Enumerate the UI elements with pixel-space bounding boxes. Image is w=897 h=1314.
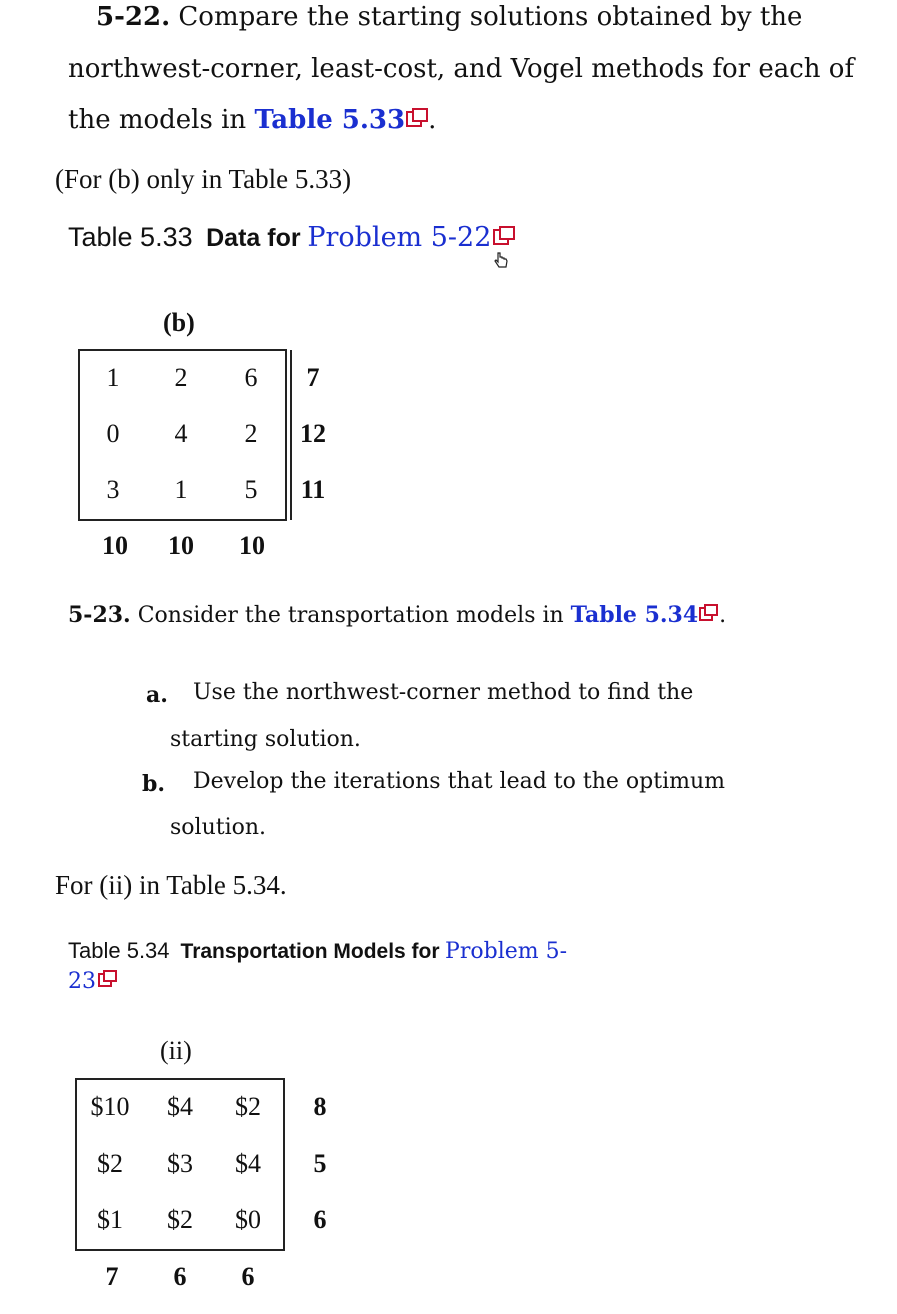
cost-cell: 2 — [174, 363, 188, 392]
cost-cell: $1 — [97, 1205, 123, 1234]
table-5-33-link[interactable]: Table 5.33 — [254, 105, 406, 135]
cost-cell: $2 — [167, 1205, 193, 1234]
hand-pointer-icon — [491, 250, 513, 272]
cost-cell: 6 — [244, 363, 258, 392]
supply-value: 8 — [313, 1092, 327, 1121]
supply-value: 12 — [300, 419, 326, 448]
list-marker-a: a. — [146, 682, 168, 708]
table-5-33-label: (b) — [163, 308, 195, 337]
cost-cell: $10 — [90, 1092, 130, 1121]
problem-5-23-line: 5-23. Consider the transportation models in Table 5.34 . — [68, 602, 727, 628]
list-item-b-line1: Develop the iterations that lead to the optimum — [193, 769, 725, 794]
external-link-icon[interactable] — [493, 226, 515, 246]
table-5-34-caption: Table 5.34 Transportation Models for Problem 5- — [68, 938, 568, 964]
supply-value: 5 — [313, 1149, 327, 1178]
demand-value: 10 — [102, 531, 128, 560]
demand-value: 6 — [241, 1262, 255, 1291]
problem-5-22-line1 — [96, 2, 802, 32]
table-5-33-caption: Table 5.33 Data for Problem 5-22 — [68, 222, 515, 253]
table-5-34-link[interactable]: Table 5.34 — [570, 602, 699, 628]
list-item-a-line1: Use the northwest-corner method to find the — [193, 680, 694, 705]
cost-cell: 0 — [106, 419, 120, 448]
demand-value: 6 — [173, 1262, 187, 1291]
cost-cell: 1 — [174, 475, 188, 504]
demand-value: 7 — [105, 1262, 119, 1291]
list-marker-b: b. — [142, 771, 166, 797]
list-item-b-line2: solution. — [170, 815, 267, 840]
list-item-a-line2: starting solution. — [170, 727, 361, 752]
problem-text: Compare the starting solutions obtained by the — [178, 2, 803, 32]
cost-cell: $2 — [97, 1149, 123, 1178]
problem-number: 5-22. — [96, 2, 171, 32]
supply-value: 11 — [300, 475, 326, 504]
demand-value: 10 — [239, 531, 265, 560]
table-5-34-caption-line2 — [68, 968, 118, 994]
external-link-icon[interactable] — [98, 970, 118, 988]
cost-cell: $2 — [235, 1092, 261, 1121]
cost-cell: 1 — [106, 363, 120, 392]
cost-cell: 2 — [244, 419, 258, 448]
note-ii: For (ii) in Table 5.34. — [55, 870, 287, 900]
problem-5-23-link-cont[interactable]: 23 — [68, 969, 96, 994]
cost-cell: 4 — [174, 419, 188, 448]
external-link-icon[interactable] — [406, 108, 428, 128]
note-b: (For (b) only in Table 5.33) — [55, 164, 352, 194]
cost-cell: $4 — [167, 1092, 193, 1121]
problem-5-22-line3: the models in Table 5.33 . — [68, 105, 437, 135]
supply-value: 6 — [313, 1205, 327, 1234]
demand-value: 10 — [168, 531, 194, 560]
external-link-icon[interactable] — [699, 604, 719, 622]
cost-cell: 5 — [244, 475, 258, 504]
cost-cell: $3 — [167, 1149, 193, 1178]
table-5-34-label: (ii) — [160, 1036, 192, 1065]
cost-cell: $4 — [235, 1149, 261, 1178]
cost-cell: $0 — [235, 1205, 261, 1234]
problem-5-22-line2: northwest-corner, least-cost, and Vogel methods for each of — [68, 54, 855, 84]
cost-cell: 3 — [106, 475, 120, 504]
problem-5-23-link[interactable]: Problem 5- — [445, 939, 568, 964]
problem-5-22-link[interactable]: Problem 5-22 — [307, 222, 492, 253]
supply-value: 7 — [306, 363, 320, 392]
